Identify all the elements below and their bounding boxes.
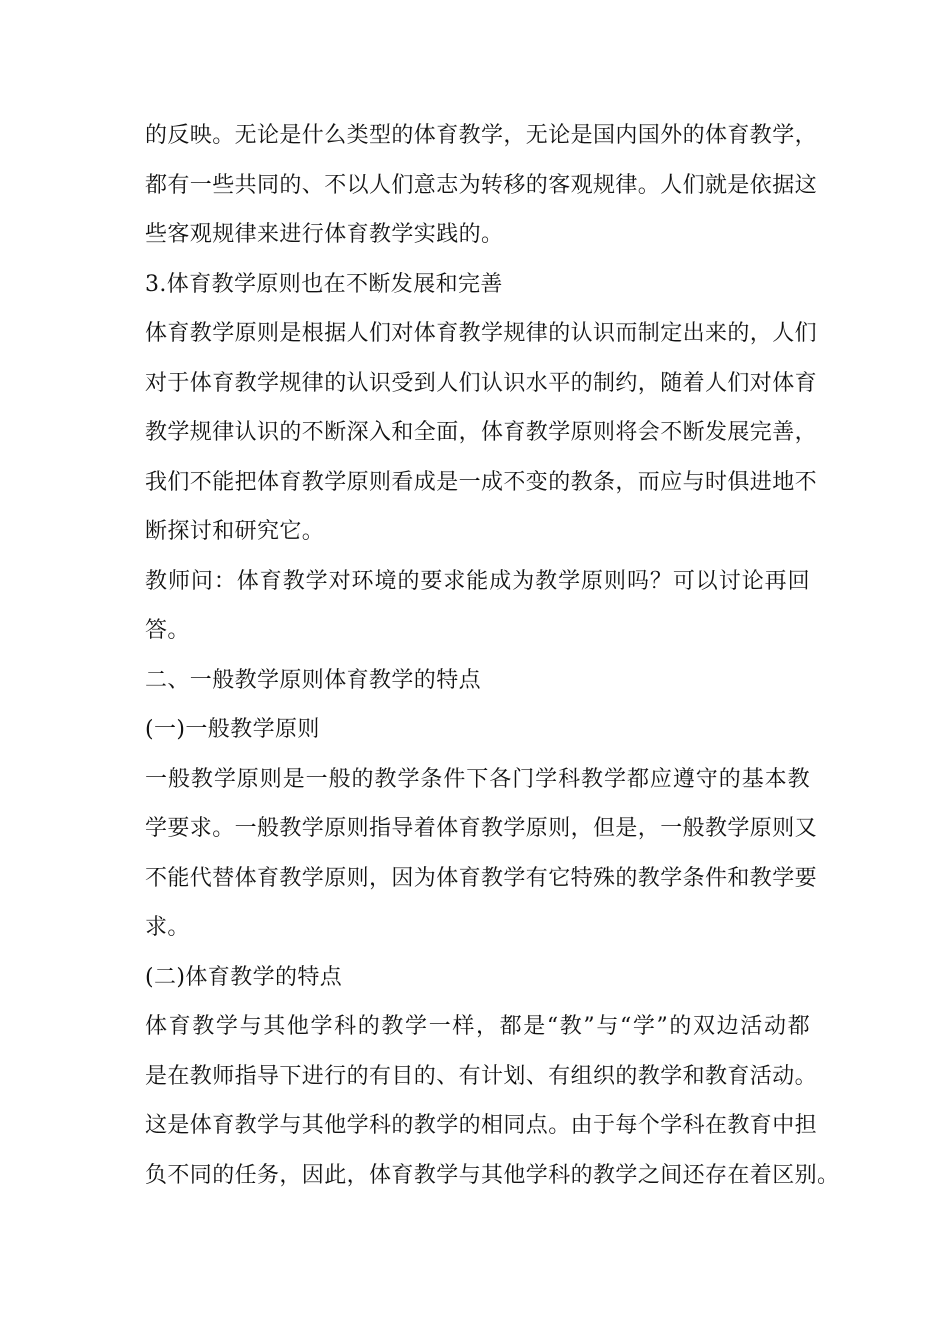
document-page bbox=[145, 111, 840, 1200]
section-heading: 3.体育教学原则也在不断发展和完善 bbox=[145, 271, 503, 297]
body-text-line: 体育教学原则是根据人们对体育教学规律的认识而制定出来的，人们 bbox=[145, 321, 818, 346]
body-text-line: 我们不能把体育教学原则看成是一成不变的教条，而应与时俱进地不 bbox=[145, 469, 818, 495]
teacher-question-line: 教师问：体育教学对环境的要求能成为教学原则吗？可以讨论再回 bbox=[145, 568, 810, 594]
body-text-line: 求。 bbox=[145, 915, 190, 940]
body-text-line: 一般教学原则是一般的教学条件下各门学科教学都应遵守的基本教 bbox=[145, 766, 810, 792]
body-text-line: 的反映。无论是什么类型的体育教学，无论是国内国外的体育教学， bbox=[145, 123, 818, 148]
body-text-line: 不能代替体育教学原则，因为体育教学有它特殊的教学条件和教学要 bbox=[145, 865, 818, 891]
section-heading: 二、一般教学原则体育教学的特点 bbox=[145, 667, 482, 693]
body-text-line: 断探讨和研究它。 bbox=[145, 519, 325, 544]
body-text-line: 对于体育教学规律的认识受到人们认识水平的制约，随着人们对体育 bbox=[145, 370, 818, 396]
body-text-line: 负不同的任务，因此，体育教学与其他学科的教学之间还存在着区别。 bbox=[145, 1162, 840, 1188]
body-text-line: 些客观规律来进行体育教学实践的。 bbox=[145, 222, 504, 247]
body-text-line: 是在教师指导下进行的有目的、有计划、有组织的教学和教育活动。 bbox=[145, 1063, 818, 1089]
teacher-question-line: 答。 bbox=[145, 618, 190, 643]
body-text-line: 教学规律认识的不断深入和全面，体育教学原则将会不断发展完善， bbox=[145, 420, 818, 445]
subsection-heading: (一)一般教学原则 bbox=[145, 717, 320, 742]
body-text-line: 都有一些共同的、不以人们意志为转移的客观规律。人们就是依据这 bbox=[145, 172, 818, 198]
body-text-line: 这是体育教学与其他学科的教学的相同点。由于每个学科在教育中担 bbox=[145, 1113, 818, 1138]
body-text-line: 学要求。一般教学原则指导着体育教学原则，但是，一般教学原则又 bbox=[145, 816, 818, 841]
subsection-heading: (二)体育教学的特点 bbox=[145, 964, 343, 990]
body-text-line: 体育教学与其他学科的教学一样，都是“教”与“学”的双边活动都 bbox=[145, 1014, 810, 1039]
